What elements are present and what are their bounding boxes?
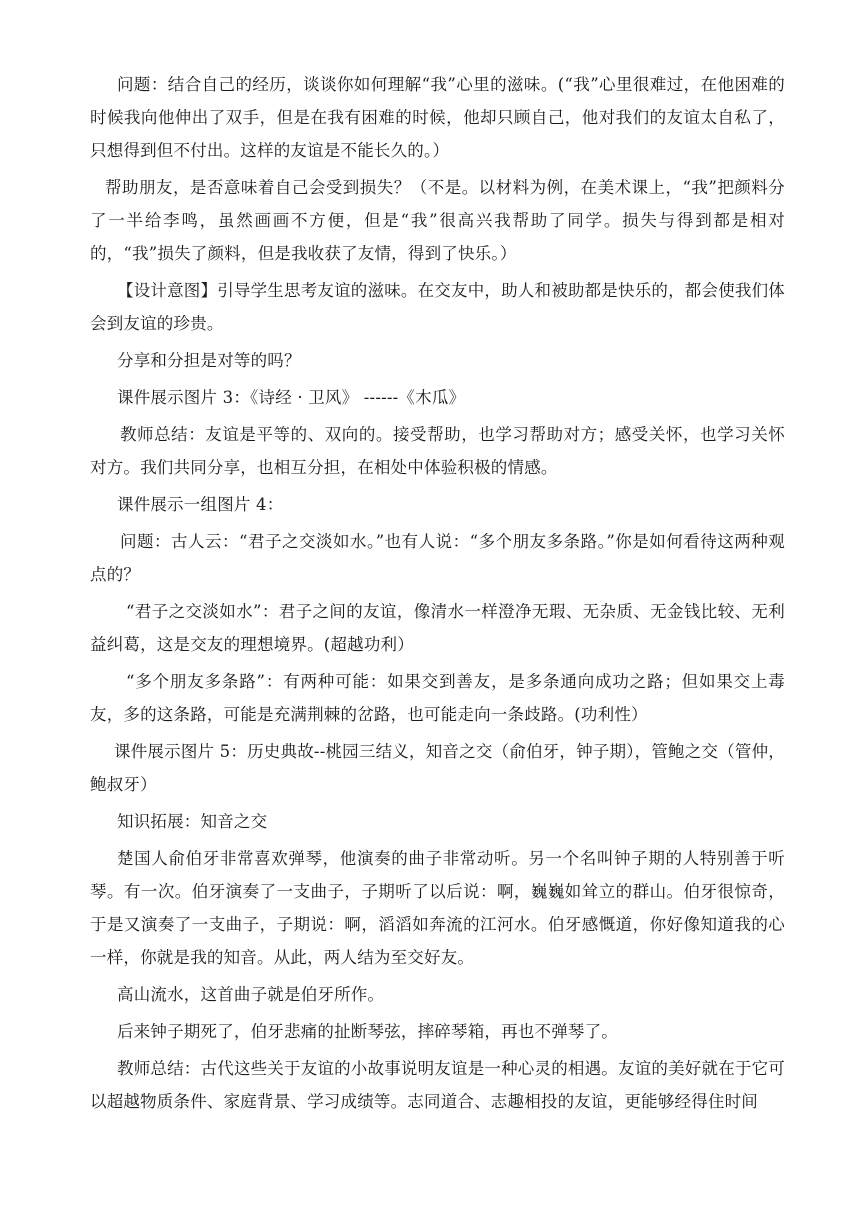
paragraph-teacher-summary-1: 教师总结：友谊是平等的、双向的。接受帮助，也学习帮助对方；感受关怀，也学习关怀对方。我们共同分享，也相互分担，在相处中体验积极的情感。: [90, 425, 785, 477]
document-body: [90, 68, 785, 1122]
paragraph-slide-3: 课件展示图片 3：《诗经 · 卫风》 ------《木瓜》: [117, 388, 466, 407]
paragraph-junzi: “君子之交淡如水”：君子之间的友谊，像清水一样澄净无瑕、无杂质、无金钱比较、无利益纠葛，这是交友的理想境界。(超越功利）: [90, 602, 785, 654]
paragraph-knowledge-extension: 知识拓展：知音之交: [117, 812, 268, 831]
paragraph-ziqi-death: 后来钟子期死了，伯牙悲痛的扯断琴弦，摔碎琴箱，再也不弹琴了。: [117, 1022, 618, 1041]
paragraph-story: 楚国人俞伯牙非常喜欢弹琴，他演奏的曲子非常动听。另一个名叫钟子期的人特别善于听琴。有一次。伯牙演奏了一支曲子，子期听了以后说：啊，巍巍如耸立的群山。伯牙很惊奇，于是又演奏了一支曲子，子期说：啊，滔滔如奔流的江河水。伯牙感慨道，你好像知道我的心一样，你就是我的知音。从此，两人结为至交好友。: [90, 849, 785, 967]
paragraph-question-taste: 问题：结合自己的经历，谈谈你如何理解“我”心里的滋味。(“我”心里很难过，在他困难的时候我向他伸出了双手，但是在我有困难的时候，他却只顾自己，他对我们的友谊太自私了，只想得到但不付出。这样的友谊是不能长久的。）: [90, 75, 785, 160]
paragraph-more-friends: “多个朋友多条路”：有两种可能：如果交到善友，是多条通向成功之路；但如果交上毒友，多的这条路，可能是充满荆棘的岔路，也可能走向一条歧路。(功利性）: [90, 672, 785, 724]
paragraph-slide-5: 课件展示图片 5：历史典故--桃园三结义，知音之交（俞伯牙，钟子期），管鲍之交（管仲，鲍叔牙）: [90, 742, 785, 794]
paragraph-teacher-summary-2: 教师总结：古代这些关于友谊的小故事说明友谊是一种心灵的相遇。友谊的美好就在于它可以超越物质条件、家庭背景、学习成绩等。志同道合、志趣相投的友谊，更能够经得住时间: [90, 1059, 785, 1111]
paragraph-high-mountain: 高山流水，这首曲子就是伯牙所作。: [117, 985, 385, 1004]
paragraph-slide-4: 课件展示一组图片 4：: [117, 495, 284, 514]
paragraph-share-question: 分享和分担是对等的吗？: [117, 351, 301, 370]
paragraph-helping-friends: 帮助朋友，是否意味着自己会受到损失？（不是。以材料为例，在美术课上，“我”把颜料分了一半给李鸣，虽然画画不方便，但是“我”很高兴我帮助了同学。损失与得到都是相对的，“我”损失了颜料，但是我收获了友情，得到了快乐。）: [90, 178, 785, 263]
paragraph-question-ancients: 问题：古人云：“君子之交淡如水。”也有人说：“多个朋友多条路。”你是如何看待这两种观点的？: [90, 532, 785, 584]
paragraph-design-intent: 【设计意图】引导学生思考友谊的滋味。在交友中，助人和被助都是快乐的，都会使我们体会到友谊的珍贵。: [90, 281, 785, 333]
